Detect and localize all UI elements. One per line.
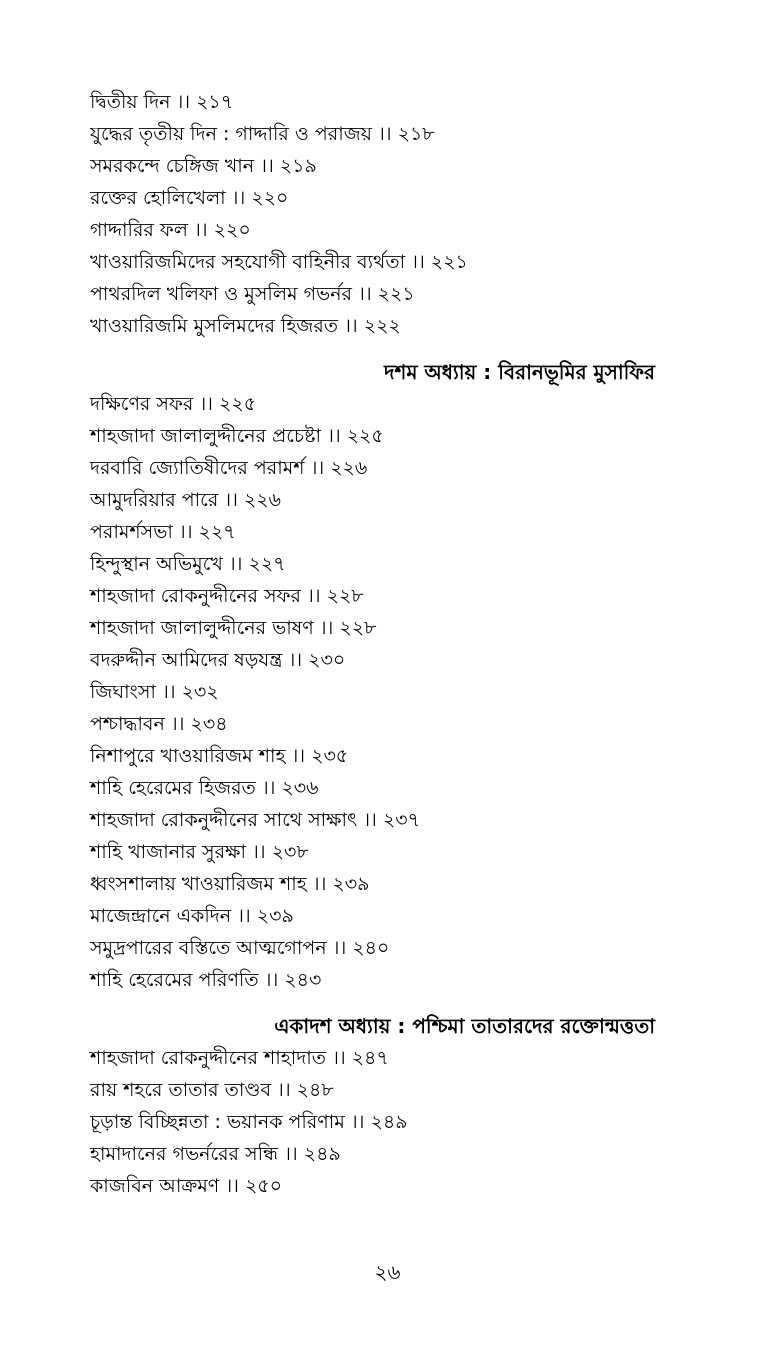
toc-entry: রক্তের হোলিখেলা ।। ২২০ [90,187,289,209]
toc-entry: শাহজাদা রোকনুদ্দীনের সফর ।। ২২৮ [90,585,364,607]
toc-entry: ধ্বংসশালায় খাওয়ারিজম শাহ ।। ২৩৯ [90,873,370,895]
toc-entry: শাহজাদা জালালুদ্দীনের ভাষণ ।। ২২৮ [90,617,377,639]
toc-entry: বদরুদ্দীন আমিদের ষড়যন্ত্র ।। ২৩০ [90,649,346,671]
toc-section-continued [90,86,690,342]
toc-section-chapter-11 [90,1042,690,1202]
toc-entry: শাহি খাজানার সুরক্ষা ।। ২৩৮ [90,841,309,863]
toc-entry: যুদ্ধের তৃতীয় দিন : গাদ্দারি ও পরাজয় ।। ২১৮ [90,123,435,145]
toc-entry: সমুদ্রপারের বস্তিতে আত্মগোপন ।। ২৪০ [90,937,390,959]
toc-entry: রায় শহরে তাতার তাণ্ডব ।। ২৪৮ [90,1079,334,1101]
toc-entry: কাজবিন আক্রমণ ।। ২৫০ [90,1175,282,1197]
toc-entry: পাথরদিল খলিফা ও মুসলিম গভর্নর ।। ২২১ [90,283,415,305]
chapter-10-heading: দশম অধ্যায় : বিরানভূমির মুসাফির [384,360,655,384]
toc-entry: মাজেন্দ্রানে একদিন ।। ২৩৯ [90,905,294,927]
toc-entry: দক্ষিণের সফর ।। ২২৫ [90,393,257,415]
toc-entry: শাহজাদা জালালুদ্দীনের প্রচেষ্টা ।। ২২৫ [90,425,384,447]
toc-entry: দরবারি জ্যোতিষীদের পরামর্শ ।। ২২৬ [90,457,368,479]
toc-section-chapter-10 [90,388,690,996]
toc-entry: সমরকন্দে চেঙ্গিজ খান ।। ২১৯ [90,155,317,177]
toc-entry: খাওয়ারিজমিদের সহযোগী বাহিনীর ব্যর্থতা ।। ২২১ [90,251,468,273]
toc-entry: হিন্দুস্থান অভিমুখে ।। ২২৭ [90,553,286,575]
toc-entry: গাদ্দারির ফল ।। ২২০ [90,219,251,241]
toc-entry: হামাদানের গভর্নরের সন্ধি ।। ২৪৯ [90,1143,341,1165]
toc-entry: শাহজাদা রোকনুদ্দীনের সাথে সাক্ষাৎ ।। ২৩৭ [90,809,420,831]
toc-entry: জিঘাংসা ।। ২৩২ [90,681,219,703]
toc-entry: পশ্চাদ্ধাবন ।। ২৩৪ [90,713,228,735]
toc-entry: চূড়ান্ত বিচ্ছিন্নতা : ভয়ানক পরিণাম ।। ২৪৯ [90,1111,408,1133]
toc-entry: নিশাপুরে খাওয়ারিজম শাহ ।। ২৩৫ [90,745,349,767]
toc-entry: শাহজাদা রোকনুদ্দীনের শাহাদাত ।। ২৪৭ [90,1047,389,1069]
toc-entry: পরামর্শসভা ।। ২২৭ [90,521,236,543]
toc-entry: শাহি হেরেমের হিজরত ।। ২৩৬ [90,777,319,799]
toc-entry: দ্বিতীয় দিন ।। ২১৭ [90,91,234,113]
chapter-11-heading: একাদশ অধ্যায় : পশ্চিমা তাতারদের রক্তোন্মত্ততা [274,1014,655,1038]
toc-entry: খাওয়ারিজমি মুসলিমদের হিজরত ।। ২২২ [90,315,401,337]
page-number: ২৬ [374,1260,401,1284]
toc-entry: শাহি হেরেমের পরিণতি ।। ২৪৩ [90,969,322,991]
toc-entry: আমুদরিয়ার পারে ।। ২২৬ [90,489,281,511]
